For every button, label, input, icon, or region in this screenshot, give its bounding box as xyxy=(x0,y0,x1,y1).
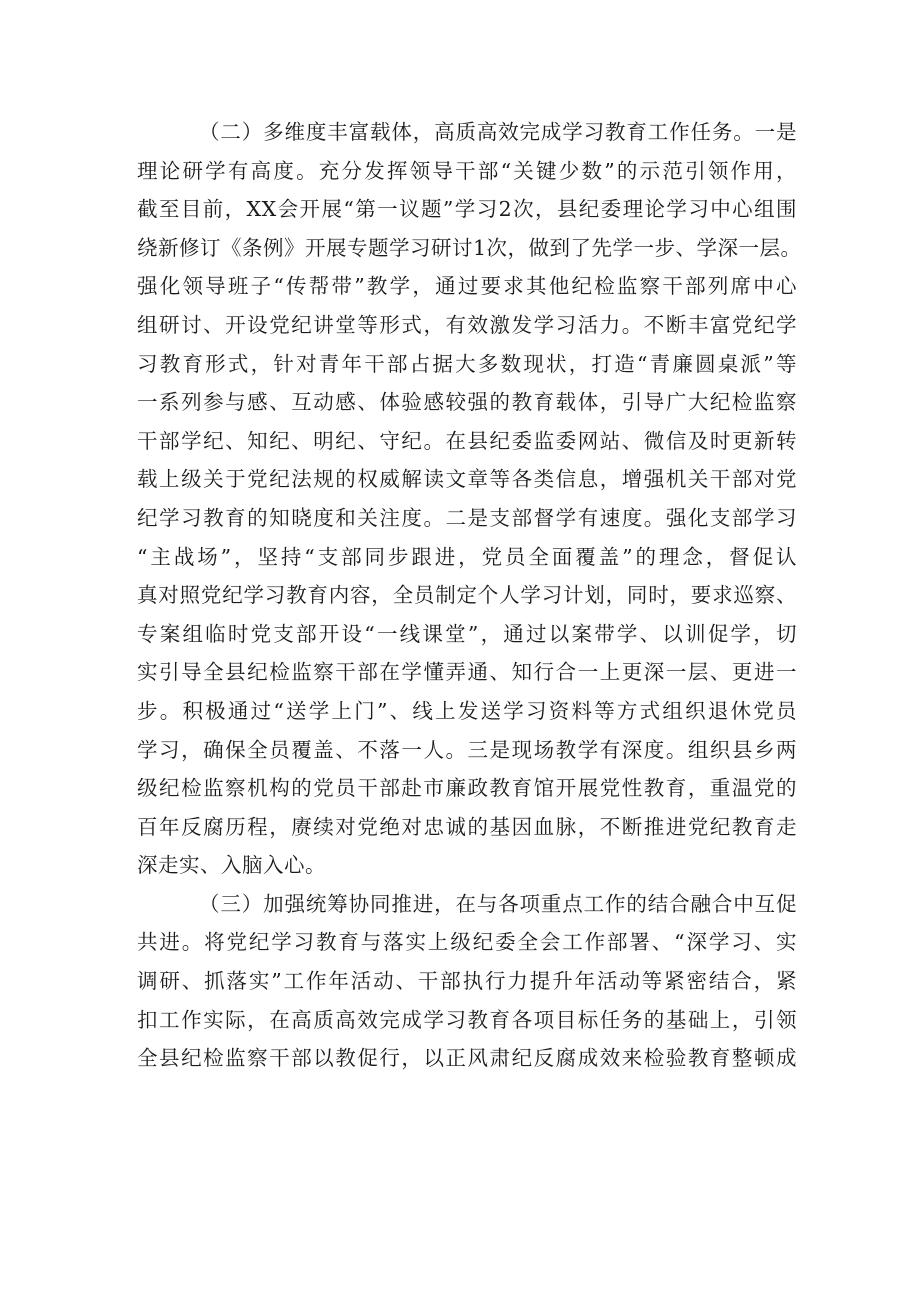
text-line: （三）加强统筹协同推进，在与各项重点工作的结合融合中互促 xyxy=(199,891,797,916)
text-line: 截至目前，XX会开展“第一议题”学习2次，县纪委理论学习中心组围 xyxy=(137,197,797,222)
document-body xyxy=(137,113,802,1078)
text-line: 干部学纪、知纪、明纪、守纪。在县纪委监委网站、微信及时更新转 xyxy=(137,428,797,453)
text-line: 纪学习教育的知晓度和关注度。二是支部督学有速度。强化支部学习 xyxy=(137,505,797,530)
text-line: “主战场”，坚持“支部同步跟进，党员全面覆盖”的理念，督促认 xyxy=(137,544,797,569)
text-line: 一系列参与感、互动感、体验感较强的教育载体，引导广大纪检监察 xyxy=(137,390,797,415)
text-line: 学习，确保全员覆盖、不落一人。三是现场教学有深度。组织县乡两 xyxy=(137,737,797,762)
text-line: 调研、抓落实”工作年活动、干部执行力提升年活动等紧密结合，紧 xyxy=(137,969,797,994)
text-line: 步。积极通过“送学上门”、线上发送学习资料等方式组织退休党员 xyxy=(137,698,797,723)
paragraph-section-3 xyxy=(137,885,797,1078)
text-line: 深走实、入脑入心。 xyxy=(137,853,326,878)
text-line: 习教育形式，针对青年干部占据大多数现状，打造“青廉圆桌派”等 xyxy=(137,351,797,376)
text-line: 共进。将党纪学习教育与落实上级纪委全会工作部署、“深学习、实 xyxy=(137,930,797,955)
text-line: 载上级关于党纪法规的权威解读文章等各类信息，增强机关干部对党 xyxy=(137,467,797,492)
text-line: 组研讨、开设党纪讲堂等形式，有效激发学习活力。不断丰富党纪学 xyxy=(137,312,797,337)
paragraph-section-2 xyxy=(137,113,802,885)
text-line: 百年反腐历程，赓续对党绝对忠诚的基因血脉，不断推进党纪教育走 xyxy=(137,814,797,839)
text-line: 真对照党纪学习教育内容，全员制定个人学习计划，同时，要求巡察、 xyxy=(137,583,797,608)
text-line: 绕新修订《条例》开展专题学习研讨1次，做到了先学一步、学深一层。 xyxy=(137,235,802,260)
text-line: 强化领导班子“传帮带”教学，通过要求其他纪检监察干部列席中心 xyxy=(137,274,797,299)
text-line: 扣工作实际，在高质高效完成学习教育各项目标任务的基础上，引领 xyxy=(137,1007,797,1032)
text-line: 全县纪检监察干部以教促行，以正风肃纪反腐成效来检验教育整顿成 xyxy=(137,1046,797,1071)
text-line: 实引导全县纪检监察干部在学懂弄通、知行合一上更深一层、更进一 xyxy=(137,660,797,685)
text-line: （二）多维度丰富载体，高质高效完成学习教育工作任务。一是 xyxy=(199,120,797,144)
text-line: 理论研学有高度。充分发挥领导干部“关键少数”的示范引领作用， xyxy=(137,158,797,183)
text-line: 专案组临时党支部开设“一线课堂”，通过以案带学、以训促学，切 xyxy=(137,621,797,646)
text-line: 级纪检监察机构的党员干部赴市廉政教育馆开展党性教育，重温党的 xyxy=(137,776,797,801)
